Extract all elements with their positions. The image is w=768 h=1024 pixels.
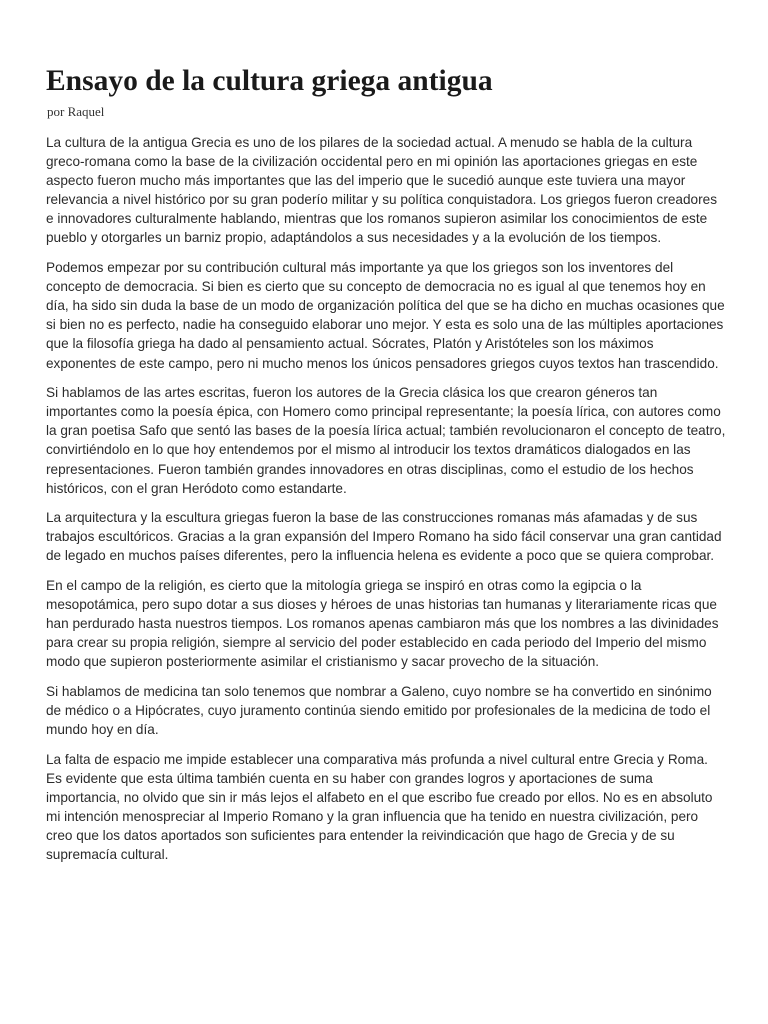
paragraph-5: En el campo de la religión, es cierto que la mitología griega se inspiró en otras como la egipcia o la mesopotámica, pero supo dotar a sus dioses y héroes de unas historias tan humanas y literariamente ricas que han perdurado hasta nuestros tiempos. Los romanos apenas cambiaron más que los nombres a las divinidades para crear su propia religión, siempre al servicio del poder establecido en cada periodo del Imperio del mismo modo que supieron posteriormente asimilar el cristianismo y sacar provecho de la situación.	[46, 577, 719, 670]
paragraph-7: La falta de espacio me impide establecer una comparativa más profunda a nivel cultural entre Grecia y Roma. Es evidente que esta última también cuenta en su haber con grandes logros y aportaciones de suma importancia, no olvido que sin ir más lejos el alfabeto en el que escribo fue creado por ellos. No es en absoluto mi intención menospreciar al Imperio Romano y la gran influencia que ha tenido en nuestra civilización, pero creo que los datos aportados son suficientes para entender la reivindicación que hago de Grecia y de su supremacía cultural.	[46, 751, 713, 863]
paragraph-2: Podemos empezar por su contribución cultural más importante ya que los griegos son los inventores del concepto de democracia. Si bien es cierto que su concepto de democracia no es igual al que tenemos hoy en día, ha sido sin duda la base de un modo de organización política del que se ha dicho en muchas ocasiones que si bien no es perfecto, nadie ha conseguido elaborar uno mejor. Y esta es solo una de las múltiples aportaciones que la filosofía griega ha dado al pensamiento actual. Sócrates, Platón y Aristóteles son los máximos exponentes de este campo, pero ni mucho menos los únicos pensadores griegos cuyos textos han trascendido.	[46, 260, 725, 371]
paragraph-3: Si hablamos de las artes escritas, fueron los autores de la Grecia clásica los que crearon géneros tan importantes como la poesía épica, con Homero como principal representante; la poesía lírica, con autores como la gran poetisa Safo que sentó las bases de la poesía lírica actual; también revolucionaron el concepto de teatro, convirtiéndolo en lo que hoy entendemos por el mismo al introducir los textos dramáticos dialogados en las representaciones. Fueron también grandes innovadores en otras disciplinas, como el estudio de los hechos históricos, con el gran Heródoto como estandarte.	[46, 385, 726, 496]
document-page	[46, 62, 726, 875]
paragraph-4: La arquitectura y la escultura griegas fueron la base de las construcciones romanas más afamadas y de sus trabajos escultóricos. Gracias a la gran expansión del Impero Romano ha sido fácil conservar una gran cantidad de legado en muchos países diferentes, pero la influencia helena es evidente a poco que se quiera comprobar.	[46, 510, 722, 564]
paragraph-6: Si hablamos de medicina tan solo tenemos que nombrar a Galeno, cuyo nombre se ha convertido en sinónimo de médico o a Hipócrates, cuyo juramento continúa siendo emitido por profesionales de la medicina de todo el mundo hoy en día.	[46, 683, 712, 738]
paragraph-1: La cultura de la antigua Grecia es uno de los pilares de la sociedad actual. A menudo se habla de la cultura greco-romana como la base de la civilización occidental pero en mi opinión las aportaciones griegas en este aspecto fueron mucho más importantes que las del imperio que le sucedió aunque este tuviera una mayor relevancia a nivel histórico por su gran poderío militar y su política conquistadora. Los griegos fueron creadores e innovadores culturalmente hablando, mientras que los romanos supieron asimilar los conocimientos de este pueblo y otorgarles un barniz propio, adaptándolos a sus necesidades y a la evolución de los tiempos.	[46, 135, 717, 246]
essay-body	[46, 133, 726, 864]
author-byline: por Raquel	[47, 104, 105, 119]
document-title: Ensayo de la cultura griega antigua	[46, 65, 493, 97]
